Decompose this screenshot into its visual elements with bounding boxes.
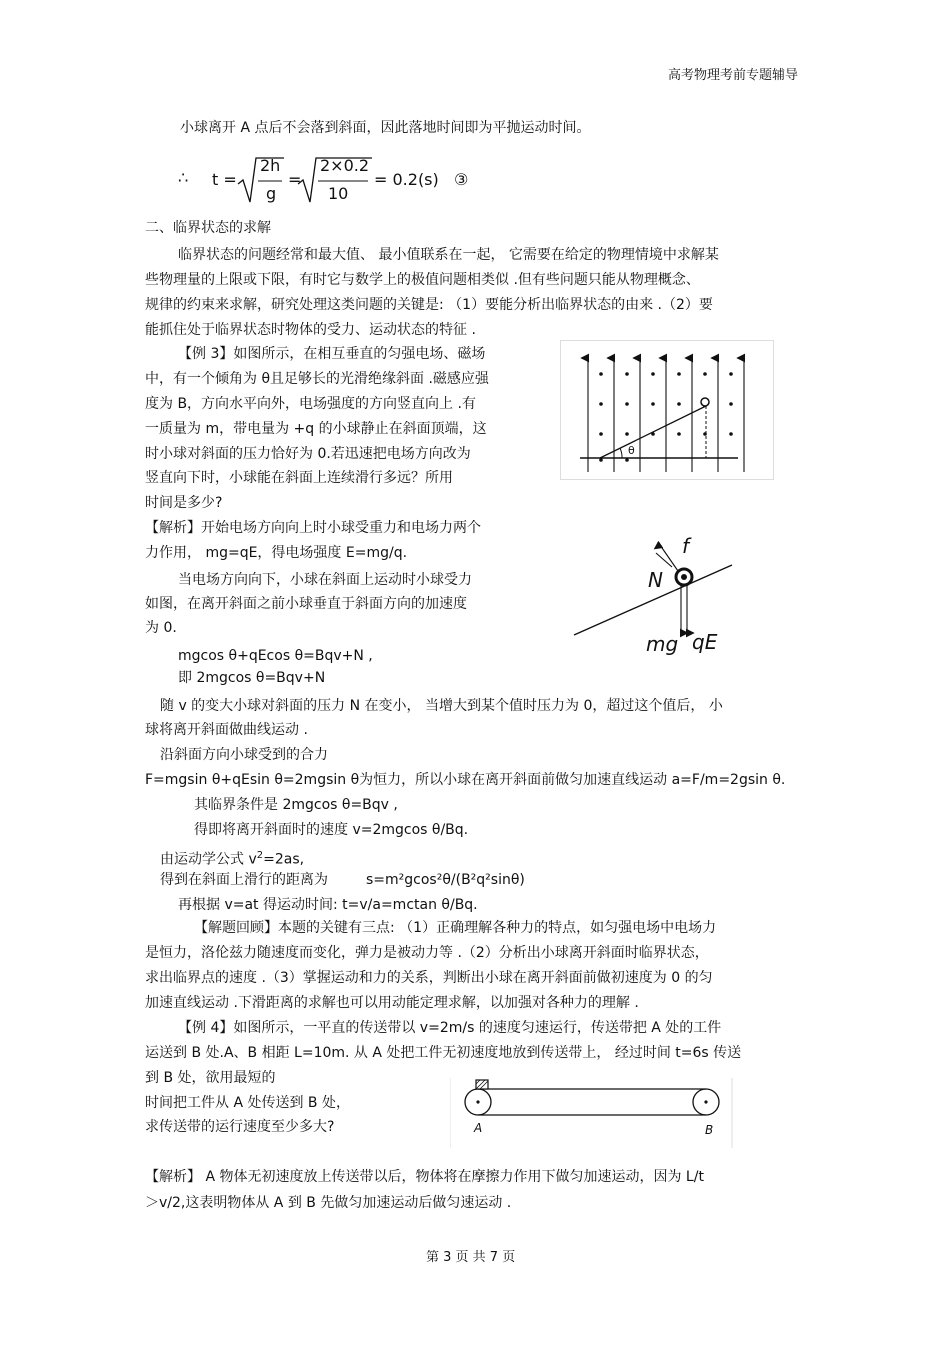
analysis3-line: 【解析】开始电场方向向上时小球受重力和电场力两个 — [145, 520, 481, 536]
friction-label: f — [682, 534, 690, 558]
example3-line: 中，有一个倾角为 θ且足够长的光滑绝缘斜面 .磁感应强 — [145, 371, 489, 387]
theta-label: θ — [628, 444, 635, 457]
example3-line: 竖直向下时，小球能在斜面上连续滑行多远？所用 — [145, 470, 453, 486]
section-paragraph-line: 规律的约束来求解，研究处理这类问题的关键是: （1）要能分析出临界状态的由来 .（2）要 — [145, 297, 713, 313]
example4-line: 运送到 B 处.A、B 相距 L=10m. 从 A 处把工件无初速度地放到传送带上， 经过时间 t=6s 传送 — [145, 1045, 742, 1061]
analysis3-line: 得到在斜面上滑行的距离为 — [160, 872, 328, 888]
analysis4-line: ＞v/2,这表明物体从 A 到 B 先做匀加速运动后做匀速运动 . — [145, 1195, 512, 1211]
force-diagram-figure — [560, 515, 750, 665]
frac2-denominator: 10 — [328, 184, 349, 203]
intro-line: 小球离开 A 点后不会落到斜面，因此落地时间即为平抛运动时间。 — [180, 120, 591, 136]
example3-line: 时间是多少? — [145, 495, 223, 511]
point-a-label: A — [474, 1121, 483, 1135]
section-title: 二、临界状态的求解 — [145, 220, 271, 236]
therefore-symbol: ∴ — [178, 168, 189, 187]
analysis3-line: 其临界条件是 2mgcos θ=Bqv , — [194, 797, 398, 813]
page-footer: 第 3 页 共 7 页 — [426, 1250, 516, 1265]
frac1-numerator: 2h — [260, 156, 281, 175]
analysis3-line: F=mgsin θ+qEsin θ=2mgsin θ为恒力，所以小球在离开斜面前做匀加速直线运动 a=F/m=2gsin θ. — [145, 772, 786, 788]
frac2-numerator: 2×0.2 — [320, 156, 370, 175]
page-header: 高考物理考前专题辅导 — [668, 68, 799, 83]
point-b-label: B — [705, 1123, 714, 1137]
review-line: 求出临界点的速度 .（3）掌握运动和力的关系，判断出小球在离开斜面前做初速度为 0 的匀 — [145, 970, 713, 986]
example3-line: 时小球对斜面的压力恰好为 0.若迅速把电场方向改为 — [145, 446, 471, 462]
review-line: 加速直线运动 .下滑距离的求解也可以用动能定理求解，以加强对各种力的理解 . — [145, 995, 639, 1011]
formula-t — [178, 152, 478, 208]
formula-result: = 0.2(s) — [374, 170, 439, 189]
electric-force-label: qE — [692, 630, 718, 654]
t-equals: t = — [212, 170, 237, 189]
equals-sign: = — [288, 170, 302, 189]
analysis3-line: 为 0. — [145, 620, 177, 636]
section-paragraph-line: 些物理量的上限或下限，有时它与数学上的极值问题相类似 .但有些问题只能从物理概念、 — [145, 272, 700, 288]
analysis3-line: 如图，在离开斜面之前小球垂直于斜面方向的加速度 — [145, 596, 467, 612]
equation-mark: ③ — [454, 170, 469, 189]
analysis3-line: 再根据 v=at 得运动时间: t=v/a=mctan θ/Bq. — [178, 897, 478, 913]
conveyor-belt-figure — [450, 1072, 735, 1152]
analysis3-line: 随 v 的变大小球对斜面的压力 N 在变小， 当增大到某个值时压力为 0，超过这个值后， 小 — [160, 698, 723, 714]
example4-line: 到 B 处，欲用最短的 — [145, 1070, 276, 1086]
kinematics-formula-rest: =2as, — [263, 851, 305, 868]
distance-equation: s=m²gcos²θ/(B²q²sinθ) — [366, 872, 525, 888]
field-incline-figure — [560, 340, 774, 480]
kinematics-formula — [160, 846, 304, 870]
gravity-label: mg — [646, 632, 679, 656]
analysis3-equation: mgcos θ+qEcos θ=Bqv+N , — [178, 648, 373, 664]
analysis3-line: 当电场方向向下，小球在斜面上运动时小球受力 — [178, 572, 472, 588]
example4-line: 求传送带的运行速度至少多大? — [145, 1119, 335, 1135]
example3-line: 【例 3】如图所示，在相互垂直的匀强电场、磁场 — [178, 346, 486, 362]
example3-line: 度为 B，方向水平向外，电场强度的方向竖直向上 .有 — [145, 396, 476, 412]
section-paragraph-line: 临界状态的问题经常和最大值、 最小值联系在一起， 它需要在给定的物理情境中求解某 — [178, 247, 719, 263]
example3-line: 一质量为 m，带电量为 +q 的小球静止在斜面顶端，这 — [145, 421, 487, 437]
review-line: 是恒力，洛伦兹力随速度而变化，弹力是被动力等 .（2）分析出小球离开斜面时临界状态， — [145, 945, 709, 961]
example4-line: 【例 4】如图所示，一平直的传送带以 v=2m/s 的速度匀速运行，传送带把 A 处的工件 — [178, 1020, 722, 1036]
analysis3-equation: 即 2mgcos θ=Bqv+N — [178, 670, 326, 686]
normal-force-label: N — [648, 568, 663, 592]
analysis4-line: 【解析】 A 物体无初速度放上传送带以后，物体将在摩擦力作用下做匀加速运动，因为 L/t — [145, 1169, 704, 1185]
section-paragraph-line: 能抓住处于临界状态时物体的受力、运动状态的特征 . — [145, 322, 476, 338]
analysis3-line: 力作用， mg=qE，得电场强度 E=mg/q. — [145, 545, 408, 561]
review-line: 【解题回顾】本题的关键有三点: （1）正确理解各种力的特点，如匀强电场中电场力 — [194, 920, 717, 936]
example4-line: 时间把工件从 A 处传送到 B 处， — [145, 1095, 350, 1111]
frac1-denominator: g — [266, 184, 277, 203]
analysis3-line: 球将离开斜面做曲线运动 . — [145, 722, 308, 738]
kinematics-formula-text: 由运动学公式 v — [160, 851, 257, 868]
superscript-2: 2 — [256, 850, 264, 861]
analysis3-line: 得即将离开斜面时的速度 v=2mgcos θ/Bq. — [194, 822, 469, 838]
analysis3-line: 沿斜面方向小球受到的合力 — [160, 747, 328, 763]
